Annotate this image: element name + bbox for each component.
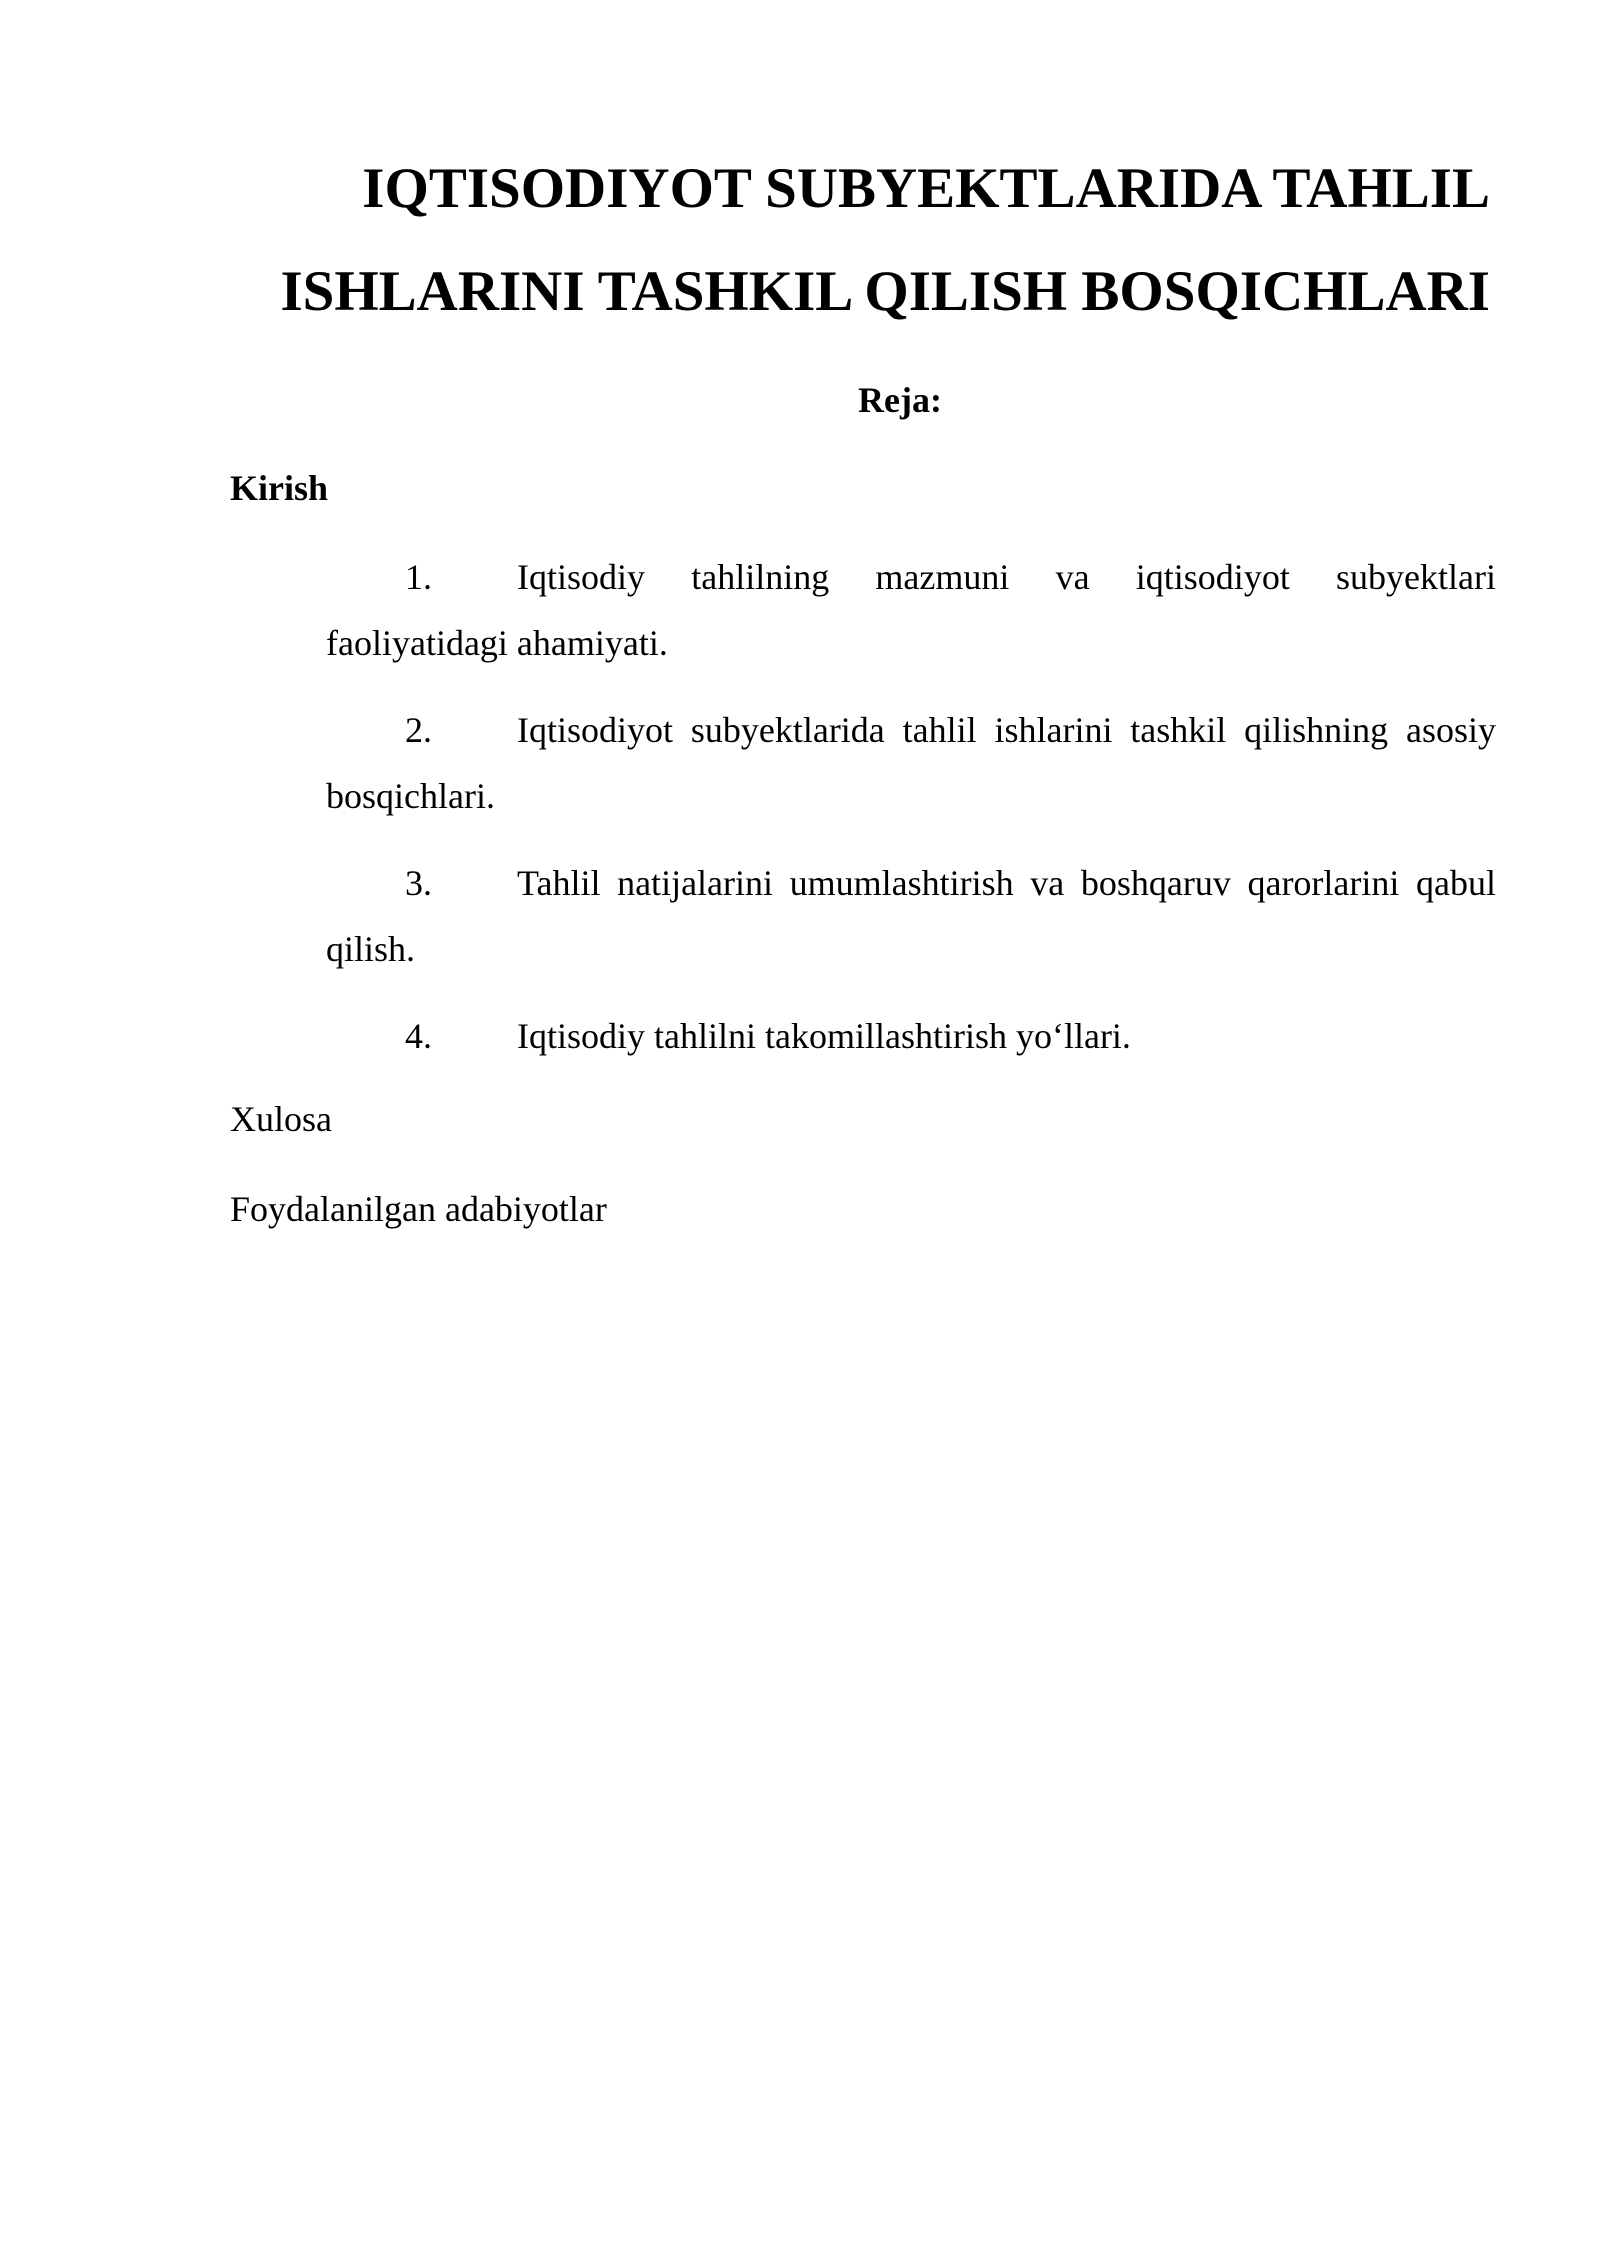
intro-heading: Kirish	[230, 468, 329, 508]
plan-item-3-text: Tahlil natijalarini umumlashtirish va boshqaruv qarorlarini qabul	[517, 863, 1496, 903]
plan-item-2-text: Iqtisodiyot subyektlarida tahlil ishlarini tashkil qilishning asosiy	[517, 710, 1496, 750]
document-title-line-1: IQTISODIYOT SUBYEKTLARIDA TAHLIL	[362, 157, 1490, 220]
plan-item-4-first-line	[326, 1003, 1496, 1069]
plan-item-2-first-line	[326, 697, 1496, 763]
plan-item-2	[326, 697, 1496, 829]
plan-item-4-number: 4.	[405, 1016, 432, 1056]
plan-item-2-number: 2.	[405, 710, 432, 750]
plan-item-1-text: Iqtisodiy tahlilning mazmuni va iqtisodiyot subyektlari	[517, 557, 1496, 597]
references-heading: Foydalanilgan adabiyotlar	[230, 1189, 607, 1229]
plan-item-1-first-line	[326, 544, 1496, 610]
document-title-line-2: ISHLARINI TASHKIL QILISH BOSQICHLARI	[280, 260, 1490, 323]
conclusion-heading: Xulosa	[230, 1099, 332, 1139]
plan-item-4	[326, 1003, 1496, 1069]
plan-item-1-continuation: faoliyatidagi ahamiyati.	[326, 623, 668, 663]
plan-item-3-number: 3.	[405, 863, 432, 903]
plan-item-1-number: 1.	[405, 557, 432, 597]
plan-item-4-text: Iqtisodiy tahlilni takomillashtirish yo‘llari.	[517, 1016, 1131, 1056]
plan-item-3	[326, 850, 1496, 982]
plan-item-1	[326, 544, 1496, 676]
plan-item-3-first-line	[326, 850, 1496, 916]
plan-heading: Reja:	[858, 380, 942, 420]
plan-item-2-continuation: bosqichlari.	[326, 776, 495, 816]
plan-item-3-continuation: qilish.	[326, 929, 416, 969]
